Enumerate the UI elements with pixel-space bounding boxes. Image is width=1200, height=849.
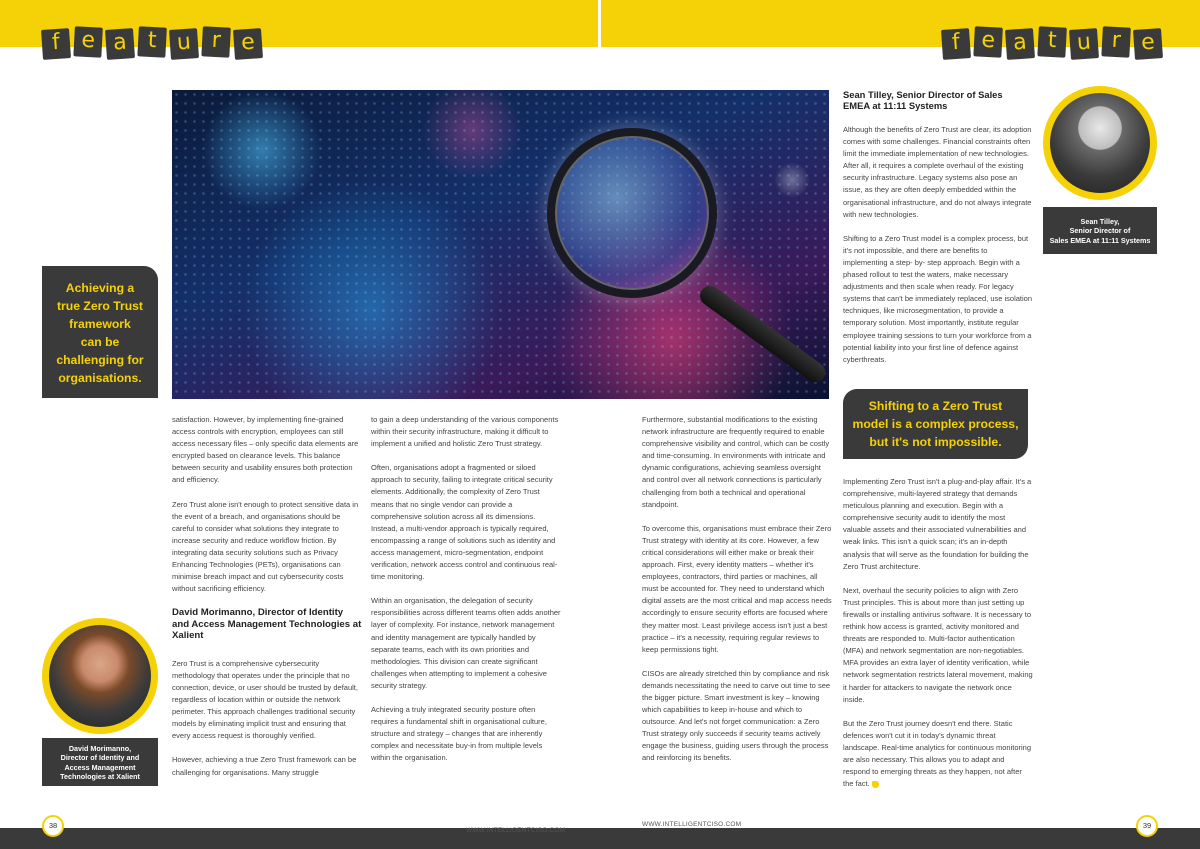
pull-quote-line: organisations. <box>58 371 142 385</box>
paragraph: Furthermore, substantial modifications to the existing network infrastructure are frequently required to enable comprehensive visibility and control, which can be costly and time-consuming. In environments with intricate and dynamic configurations, achieving seamless oversight and control over all network connections is particularly challenging from both a technical and operational standpoint. <box>642 415 830 509</box>
feature-logo-left <box>42 29 262 59</box>
caption-line: Sean Tilley, <box>1080 217 1120 226</box>
feature-letter: e <box>1133 28 1163 60</box>
pull-quote-line: Achieving a <box>65 281 135 295</box>
paragraph: To overcome this, organisations must embrace their Zero Trust strategy with identity at its core. However, a few critical considerations will either make or break their approach. First, every identity matters – whether it's employees, contractors, third parties or machines, all must be accounted for. They need to understand which digital assets are the most critical and map access needs accordingly to ensure security efforts are focused where they matter most. Least privilege access isn't just a best practice – it's a necessity, requiring regular reviews to keep permissions tight. <box>642 523 832 654</box>
caption-line: Sales EMEA at 11:11 Systems <box>1049 235 1151 245</box>
article-column-4-bottom <box>843 476 1033 802</box>
caption-david-morimanno <box>42 738 158 786</box>
article-column-4-top <box>843 124 1033 378</box>
pull-quote-line: challenging for <box>56 353 144 367</box>
pull-quote-line: Shifting to a Zero Trust <box>868 399 1003 413</box>
page-number-right: 39 <box>1136 815 1158 837</box>
pull-quote-line: can be <box>80 335 120 349</box>
pull-quote-line: model is a complex process, <box>852 417 1019 431</box>
end-mark-icon <box>872 781 879 788</box>
page-number-left: 38 <box>42 815 64 837</box>
hero-magnifying-glass-image <box>172 90 829 399</box>
pull-quote-line: but it's not impossible. <box>869 435 1002 449</box>
paragraph-text: But the Zero Trust journey doesn't end there. Static defences won't cut it in today's dynamic threat landscape. Real-time analytics for continuous monitoring are also necessary. This allows you to adapt and respond to emerging threats as they happen, not after the fact. <box>843 718 1032 789</box>
portrait-sean-tilley <box>1043 86 1157 200</box>
feature-letter: u <box>169 28 199 60</box>
paragraph: Zero Trust alone isn't enough to protect sensitive data in the event of a breach, and organisations should be careful to consider what solutions they integrate to increase security and reduce workflow friction. By integrating data security solutions such as Privacy Enhancing Technologies (PETs), organisations can minimise breach impact and cut cybersecurity costs without sacrificing efficiency. <box>172 499 359 594</box>
paragraph: Within an organisation, the delegation of security responsibilities across different teams often adds another layer of complexity. For instance, network management and identity management are typically handled by separate teams, each with its own priorities and methodologies. This division can create significant challenges when attempting to implement a cohesive security strategy. <box>371 596 561 690</box>
caption-line: Access Management <box>64 762 136 772</box>
feature-letter: e <box>233 28 263 60</box>
feature-letter: f <box>41 28 71 60</box>
paragraph: Although the benefits of Zero Trust are clear, its adoption comes with some challenges. Financial constraints often limit the immediate implementation of new technologies. After all, it requires a complete overhaul of the existing security infrastructure. Legacy systems also pose an issue, as they are often deeply embedded within the organisational infrastructure, and do not always integrate with new technologies. <box>843 125 1032 219</box>
article-column-2 <box>371 414 561 776</box>
avatar <box>49 625 151 727</box>
section-heading-tilley <box>843 89 1043 112</box>
heading-line: EMEA at 11:11 Systems <box>843 100 948 112</box>
caption-line: Technologies at Xalient <box>60 771 140 781</box>
section-heading-morimanno: David Morimanno, Director of Identity and Access Management Technologies at Xalient <box>172 607 362 642</box>
paragraph: to gain a deep understanding of the various components within their security infrastructure, making it difficult to implement a unified and holistic Zero Trust strategy. <box>371 415 559 449</box>
feature-letter: a <box>1005 28 1035 60</box>
caption-line: Director of Identity and <box>60 753 140 763</box>
feature-letter: e <box>973 26 1003 57</box>
feature-logo-right <box>942 29 1162 59</box>
pull-quote-line: framework <box>69 317 131 331</box>
caption-line: Senior Director of <box>1069 226 1131 236</box>
pull-quote-right <box>843 389 1028 459</box>
feature-letter: e <box>73 26 103 57</box>
footer-band <box>0 828 1200 849</box>
footer-url-right: WWW.INTELLIGENTCISO.COM <box>642 821 742 828</box>
caption-sean-tilley <box>1043 207 1157 254</box>
feature-letter: t <box>1037 26 1067 57</box>
paragraph: satisfaction. However, by implementing fine-grained access controls with encryption, employees can still access necessary files – only specific data elements are encrypted based on clearance levels. This balance between security and usability ensures both protection and efficiency. <box>172 415 359 485</box>
feature-letter: f <box>941 28 971 60</box>
paragraph: Next, overhaul the security policies to align with Zero Trust principles. This is about more than just setting up firewalls or installing antivirus software. It is necessary to rethink how access is granted, activity monitored and threats are responded to. Multi-factor authentication (MFA) and network segmentation are non-negotiables. MFA provides an extra layer of identity verification, while network segmentation restricts lateral movement, making it harder for attackers to navigate the network once inside. <box>843 585 1033 704</box>
paragraph: Shifting to a Zero Trust model is a complex process, but it's not impossible, and there are benefits to implementing a step- by- step approach. Begin with a phased rollout to test the waters, make necessary adjustments and then scale when ready. For legacy systems that can't be immediately replaced, use isolation techniques, like microsegmentation, to provide a temporary solution. Most importantly, institute regular employee training sessions to turn your workforce from a potential liability into your first line of defence against cyberthreats. <box>843 233 1033 364</box>
paragraph: CISOs are already stretched thin by compliance and risk demands necessitating the need to carve out time to see the bigger picture. Smart investment is key – knowing which capabilities to keep in-house and which to outsource. And let's not forget communication: a Zero Trust strategy only succeeds if security teams actively engage the business, guiding users through the process and reinforcing its benefits. <box>642 668 831 763</box>
paragraph: However, achieving a true Zero Trust framework can be challenging for organisations. Many struggle <box>172 755 357 777</box>
hero-circuit-dots <box>172 90 829 399</box>
feature-letter: t <box>137 26 167 57</box>
article-column-1 <box>172 414 362 791</box>
pull-quote-line: true Zero Trust <box>56 299 143 313</box>
article-column-3 <box>642 414 832 777</box>
footer-url-left: WWW.INTELLIGENTCISO.COM <box>466 827 566 834</box>
paragraph: Zero Trust is a comprehensive cybersecurity methodology that operates under the principle that no connection, device, or user should be trusted by default, regardless of location within or outside the network perimeter. This approach challenges traditional security models by eliminating implicit trust and ensuring that every access request is thoroughly verified. <box>172 658 358 741</box>
portrait-david-morimanno <box>42 618 158 734</box>
feature-letter: a <box>105 28 135 60</box>
paragraph: Implementing Zero Trust isn't a plug-and-play affair. It's a comprehensive, multi-layered strategy that demands meticulous planning and execution. Begin with a comprehensive security audit to identify the most valuable assets and their associated vulnerabilities and weak links. This isn't a quick scan; it's an in-depth analysis that will serve as the foundation for building the Zero Trust architecture. <box>843 477 1032 571</box>
paragraph <box>843 718 1033 791</box>
heading-line: Sean Tilley, Senior Director of Sales <box>843 89 1003 100</box>
feature-letter: u <box>1069 28 1099 60</box>
feature-letter: r <box>201 26 231 57</box>
paragraph: Often, organisations adopt a fragmented or siloed approach to security, failing to integrate critical security elements. Additionally, the complexity of Zero Trust means that no single vendor can provide a comprehensive solution across all its dimensions. Instead, a multi-vendor approach is typically required, encompassing a range of solutions such as identity and access management, micro-segmentation, endpoint verification, network access control and continuous real-time monitoring. <box>371 463 558 582</box>
caption-line: David Morimanno, <box>68 744 132 753</box>
feature-letter: r <box>1101 26 1131 57</box>
pull-quote-left <box>42 266 158 398</box>
magnifying-glass-icon <box>547 128 717 298</box>
paragraph: Achieving a truly integrated security posture often requires a fundamental shift in organisational culture, structure and strategy – changes that are inherently complex and necessitate buy-in from multiple levels within the organisation. <box>371 704 547 763</box>
avatar <box>1050 93 1150 193</box>
